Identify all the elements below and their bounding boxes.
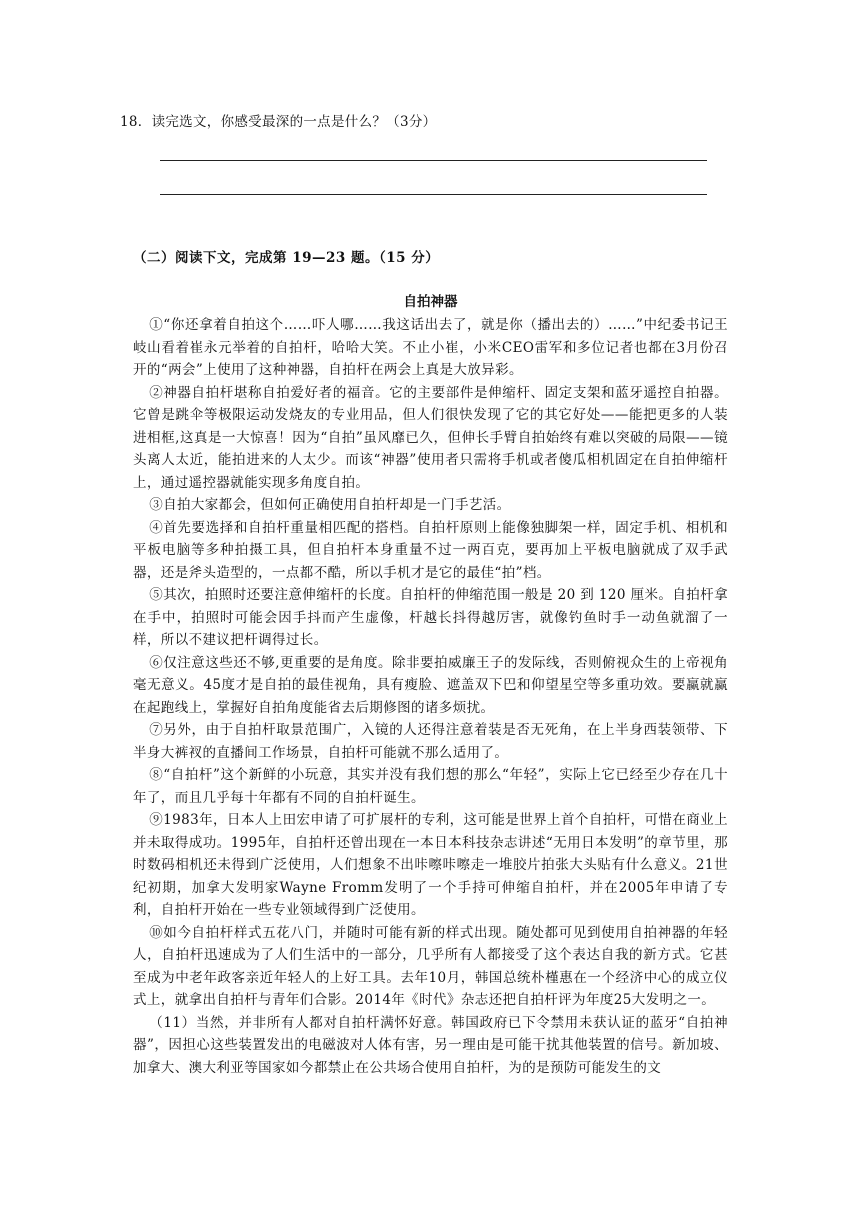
section-header: （二）阅读下文，完成第 19—23 题。（15 分） [133,250,440,266]
paragraph-10: ⑩如今自拍杆样式五花八门，并随时可能有新的样式出现。随处都可见到使用自拍神器的年轻人，自拍杆迅速成为了人们生活中的一部分，几乎所有人都接受了这个表达自我的新方式。它甚至成为中老年政客亲近年轻人的上好工具。去年10月，韩国总统朴槿惠在一个经济中心的成立仪式上，就拿出自拍杆与青年们合影。2014年《时代》杂志还把自拍杆评为年度25大发明之一。 [133,924,728,1008]
answer-line[interactable] [160,194,707,195]
article-body [133,314,728,1079]
paragraph-3: ③自拍大家都会，但如何正确使用自拍杆却是一门手艺活。 [149,497,511,513]
answer-line[interactable] [160,160,707,161]
paragraph-4: ④首先要选择和自拍杆重量相匹配的搭档。自拍杆原则上能像独脚架一样，固定手机、相机和平板电脑等多种拍摄工具，但自拍杆本身重量不过一两百克，要再加上平板电脑就成了双手武器，还是斧头造型的，一点都不酷，所以手机才是它的最佳“拍”档。 [133,519,728,581]
paragraph-11: （11）当然，并非所有人都对自拍杆满怀好意。韩国政府已下令禁用未获认证的蓝牙“自拍神器”，因担心这些装置发出的电磁波对人体有害，另一理由是可能干扰其他装置的信号。新加坡、加拿大、澳大利亚等国家如今都禁止在公共场合使用自拍杆，为的是预防可能发生的文 [133,1014,728,1076]
paragraph-1: ①“你还拿着自拍这个……吓人哪……我这话出去了，就是你（播出去的）……”中纪委书记王岐山看着崔永元举着的自拍杆，哈哈大笑。不止小崔，小米CEO雷军和多位记者也都在3月份召开的“两会”上使用了这种神器，自拍杆在两会上真是大放异彩。 [133,317,728,378]
paragraph-8: ⑧“自拍杆”这个新鲜的小玩意，其实并没有我们想的那么“年轻”，实际上它已经至少存在几十年了，而且几乎每十年都有不同的自拍杆诞生。 [133,767,728,806]
paragraph-2: ②神器自拍杆堪称自拍爱好者的福音。它的主要部件是伸缩杆、固定支架和蓝牙遥控自拍器。它曾是跳伞等极限运动发烧友的专业用品，但人们很快发现了它的其它好处——能把更多的人装进相框,这真是一大惊喜！因为“自拍”虽风靡已久，但伸长手臂自拍始终有难以突破的局限——镜头离人太近，能拍进来的人太少。而该“神器”使用者只需将手机或者傻瓜相机固定在自拍伸缩杆上，通过遥控器就能实现多角度自拍。 [133,384,728,491]
paragraph-7: ⑦另外，由于自拍杆取景范围广，入镜的人还得注意着装是否无死角，在上半身西装领带、下半身大裤衩的直播间工作场景，自拍杆可能就不那么适用了。 [133,722,728,761]
article-title: 自拍神器 [403,294,458,310]
paragraph-5: ⑤其次，拍照时还要注意伸缩杆的长度。自拍杆的伸缩范围一般是 20 到 120 厘米。自拍杆拿在手中，拍照时可能会因手抖而产生虚像，杆越长抖得越厉害，就像钓鱼时手一动鱼就溜了一样，所以不建议把杆调得过长。 [133,587,728,648]
paragraph-9: ⑨1983年，日本人上田宏申请了可扩展杆的专利，这可能是世界上首个自拍杆，可惜在商业上并未取得成功。1995年，自拍杆还曾出现在一本日本科技杂志讲述“无用日本发明”的章节里，那时数码相机还未得到广泛使用，人们想象不出咔嚓咔嚓走一堆胶片拍张大头贴有什么意义。21世纪初期，加拿大发明家Wayne Fromm发明了一个手持可伸缩自拍杆，并在2005年申请了专利，自拍杆开始在一些专业领域得到广泛使用。 [133,812,728,918]
question-18: 18．读完选文，你感受最深的一点是什么？（3分） [120,114,437,130]
paragraph-6: ⑥仅注意这些还不够,更重要的是角度。除非要拍威廉王子的发际线，否则俯视众生的上帝视角毫无意义。45度才是自拍的最佳视角，具有瘦脸、遮盖双下巴和仰望星空等多重功效。要赢就赢在起跑线上，掌握好自拍角度能省去后期修图的诸多烦扰。 [133,654,728,716]
